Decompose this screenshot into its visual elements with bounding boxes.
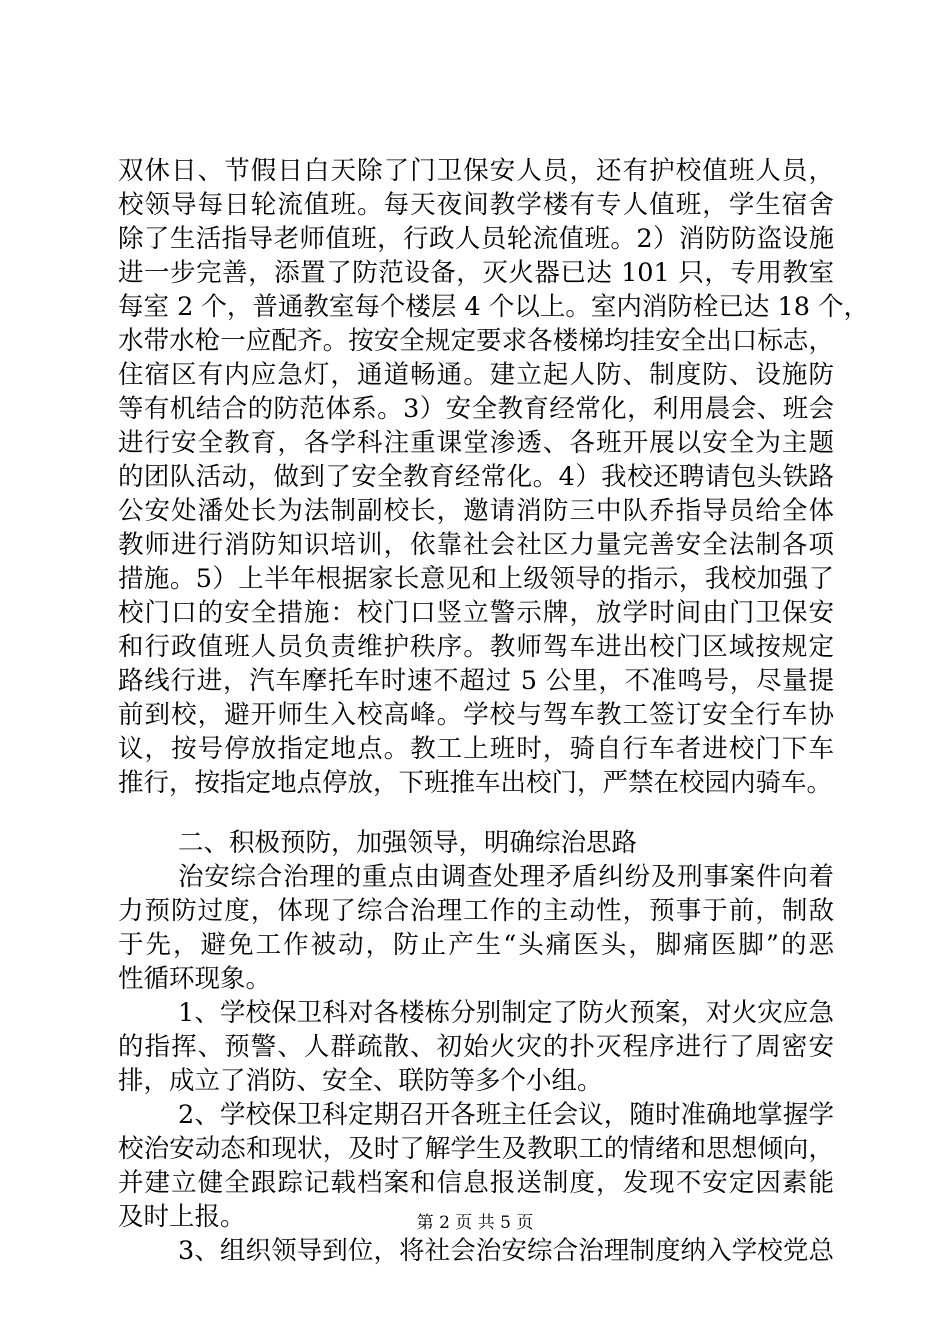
text-line: 教师进行消防知识培训，依靠社会社区力量完善安全法制各项 — [118, 530, 834, 560]
text-line: 进行安全教育，各学科注重课堂渗透、各班开展以安全为主题 — [118, 428, 834, 458]
text-line: 除了生活指导老师值班，行政人员轮流值班。2）消防防盗设施 — [118, 224, 834, 254]
text-line: 治安综合治理的重点由调查处理矛盾纠纷及刑事案件向着 — [178, 862, 834, 892]
paragraph — [118, 154, 870, 800]
text-line: 于先，避免工作被动，防止产生“头痛医头，脚痛医脚”的恶 — [118, 930, 834, 960]
text-line: 路线行进，汽车摩托车时速不超过 5 公里，不准鸣号，尽量提 — [118, 666, 834, 696]
text-line: 性循环现象。 — [118, 964, 272, 994]
text-line: 等有机结合的防范体系。3）安全教育经常化，利用晨会、班会 — [118, 394, 834, 424]
heading-line: 二、积极预防，加强领导，明确综治思路 — [178, 828, 638, 858]
paragraph — [118, 1234, 834, 1268]
paragraph — [118, 996, 834, 1098]
text-line: 双休日、节假日白天除了门卫保安人员，还有护校值班人员， — [118, 156, 834, 186]
text-line: 水带水枪一应配齐。按安全规定要求各楼梯均挂安全出口标志， — [118, 326, 834, 356]
text-line: 前到校，避开师生入校高峰。学校与驾车教工签订安全行车协 — [118, 700, 834, 730]
text-line: 1、学校保卫科对各楼栋分别制定了防火预案，对火灾应急 — [178, 998, 834, 1028]
text-line: 并建立健全跟踪记载档案和信息报送制度，发现不安定因素能 — [118, 1168, 834, 1198]
section-heading — [118, 826, 834, 860]
text-line: 的团队活动，做到了安全教育经常化。4）我校还聘请包头铁路 — [118, 462, 834, 492]
text-line: 推行，按指定地点停放，下班推车出校门，严禁在校园内骑车。 — [118, 768, 833, 798]
text-line: 措施。5）上半年根据家长意见和上级领导的指示，我校加强了 — [118, 564, 834, 594]
text-line: 每室 2 个，普通教室每个楼层 4 个以上。室内消防栓已达 18 个， — [118, 292, 870, 322]
text-line: 及时上报。 — [118, 1202, 246, 1232]
text-line: 住宿区有内应急灯，通道畅通。建立起人防、制度防、设施防 — [118, 360, 834, 390]
text-line: 校门口的安全措施：校门口竖立警示牌，放学时间由门卫保安 — [118, 598, 834, 628]
text-line: 3、组织领导到位，将社会治安综合治理制度纳入学校党总 — [178, 1236, 834, 1266]
text-line: 校治安动态和现状，及时了解学生及教职工的情绪和思想倾向， — [118, 1134, 834, 1164]
text-line: 和行政值班人员负责维护秩序。教师驾车进出校门区域按规定 — [118, 632, 834, 662]
paragraph — [118, 860, 834, 996]
document-body — [118, 154, 870, 1268]
text-line: 议，按号停放指定地点。教工上班时，骑自行车者进校门下车 — [118, 734, 834, 764]
text-line: 进一步完善，添置了防范设备，灭火器已达 101 只，专用教室 — [118, 258, 834, 288]
text-line: 的指挥、预警、人群疏散、初始火灾的扑灭程序进行了周密安 — [118, 1032, 834, 1062]
text-line: 公安处潘处长为法制副校长，邀请消防三中队乔指导员给全体 — [118, 496, 834, 526]
text-line: 力预防过度，体现了综合治理工作的主动性，预事于前，制敌 — [118, 896, 834, 926]
text-line: 校领导每日轮流值班。每天夜间教学楼有专人值班，学生宿舍 — [118, 190, 834, 220]
page-number-footer: 第 2 页 共 5 页 — [416, 1213, 534, 1233]
text-line: 排，成立了消防、安全、联防等多个小组。 — [118, 1066, 603, 1096]
paragraph-gap — [118, 800, 834, 826]
text-line: 2、学校保卫科定期召开各班主任会议，随时准确地掌握学 — [178, 1100, 834, 1130]
